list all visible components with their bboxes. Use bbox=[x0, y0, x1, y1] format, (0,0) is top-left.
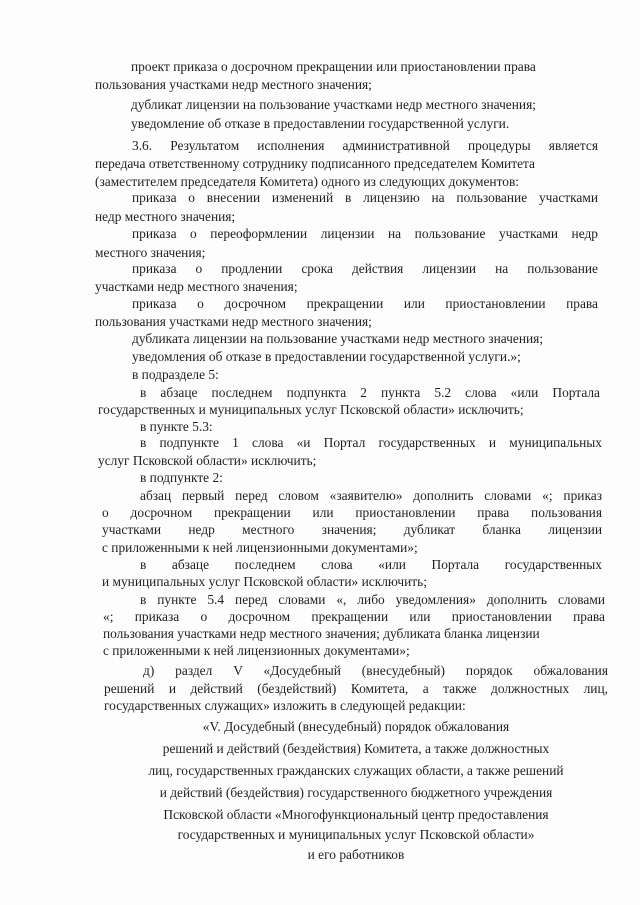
text-line: передача ответственному сотруднику подписанного председателем Комитета bbox=[95, 156, 535, 171]
text-line: в пункте 5.3: bbox=[140, 419, 213, 434]
text-line: местного значения; bbox=[95, 245, 206, 260]
text-line: участками недр местного значения; дубликат бланка лицензии bbox=[102, 522, 602, 537]
text-line: 3.6. Результатом исполнения административной процедуры является bbox=[132, 138, 598, 153]
text-line: приказа о досрочном прекращении или приостановлении права bbox=[132, 296, 598, 311]
text-line: в подпункте 1 слова «и Портал государственных и муниципальных bbox=[140, 435, 602, 450]
text-line: д) раздел V «Досудебный (внесудебный) порядок обжалования bbox=[143, 663, 608, 678]
section-heading-line: лиц, государственных гражданских служащих области, а также решений bbox=[148, 763, 564, 778]
text-line: в подпункте 2: bbox=[140, 470, 223, 485]
section-heading-line: Псковской области «Многофункциональный центр предоставления bbox=[163, 807, 549, 822]
text-line: приказа о продлении срока действия лицензии на пользование bbox=[132, 261, 598, 276]
section-heading-line: и действий (бездействия) государственного бюджетного учреждения bbox=[159, 785, 553, 800]
text-line: приказа о переоформлении лицензии на пользование участками недр bbox=[132, 226, 598, 241]
text-line: недр местного значения; bbox=[95, 209, 236, 224]
section-heading-line: «V. Досудебный (внесудебный) порядок обжалования bbox=[202, 719, 510, 734]
text-line: в абзаце последнем подпункта 2 пункта 5.2 слова «или Портала bbox=[140, 385, 600, 400]
text-line: услуг Псковской области» исключить; bbox=[98, 453, 317, 468]
section-heading-line: и его работников bbox=[307, 847, 405, 862]
text-line: пользования участками недр местного значения; bbox=[95, 314, 372, 329]
text-line: государственных и муниципальных услуг Псковской области» исключить; bbox=[98, 402, 524, 417]
text-line: с приложенными к ней лицензионных документами»; bbox=[103, 643, 410, 658]
text-line: в подразделе 5: bbox=[132, 367, 219, 382]
text-line: решений и действий (бездействий) Комитета, а также должностных лиц, bbox=[104, 681, 608, 696]
text-line: приказа о внесении изменений в лицензию на пользование участками bbox=[132, 190, 598, 205]
text-line: государственных служащих» изложить в следующей редакции: bbox=[104, 698, 466, 713]
text-line: дубликата лицензии на пользование участками недр местного значения; bbox=[132, 331, 544, 346]
section-heading-line: государственных и муниципальных услуг Псковской области» bbox=[177, 827, 535, 842]
text-line: и муниципальных услуг Псковской области» исключить; bbox=[102, 574, 427, 589]
text-line: дубликат лицензии на пользование участками недр местного значения; bbox=[131, 97, 536, 112]
text-line: проект приказа о досрочном прекращении или приостановлении права bbox=[131, 59, 536, 74]
text-line: абзац первый перед словом «заявителю» дополнить словами «; приказ bbox=[140, 488, 602, 503]
text-line: в пункте 5.4 перед словами «, либо уведомления» дополнить словами bbox=[140, 592, 605, 607]
text-line: участками недр местного значения; bbox=[95, 279, 298, 294]
text-line: уведомления об отказе в предоставлении государственной услуги.»; bbox=[132, 349, 521, 364]
section-heading-line: решений и действий (бездействия) Комитета, а также должностных bbox=[162, 741, 550, 756]
text-line: (заместителем председателя Комитета) одного из следующих документов: bbox=[95, 174, 520, 189]
text-line: «; приказа о досрочном прекращении или приостановлении права bbox=[103, 609, 605, 624]
text-line: с приложенными к ней лицензионными документами»; bbox=[102, 540, 418, 555]
text-line: о досрочном прекращении или приостановлении права пользования bbox=[102, 505, 602, 520]
text-line: в абзаце последнем слова «или Портала государственных bbox=[140, 557, 602, 572]
text-line: пользования участками недр местного значения; дубликата бланка лицензии bbox=[103, 626, 540, 641]
text-line: уведомление об отказе в предоставлении государственной услуги. bbox=[131, 116, 510, 131]
text-line: пользования участками недр местного значения; bbox=[95, 77, 372, 92]
